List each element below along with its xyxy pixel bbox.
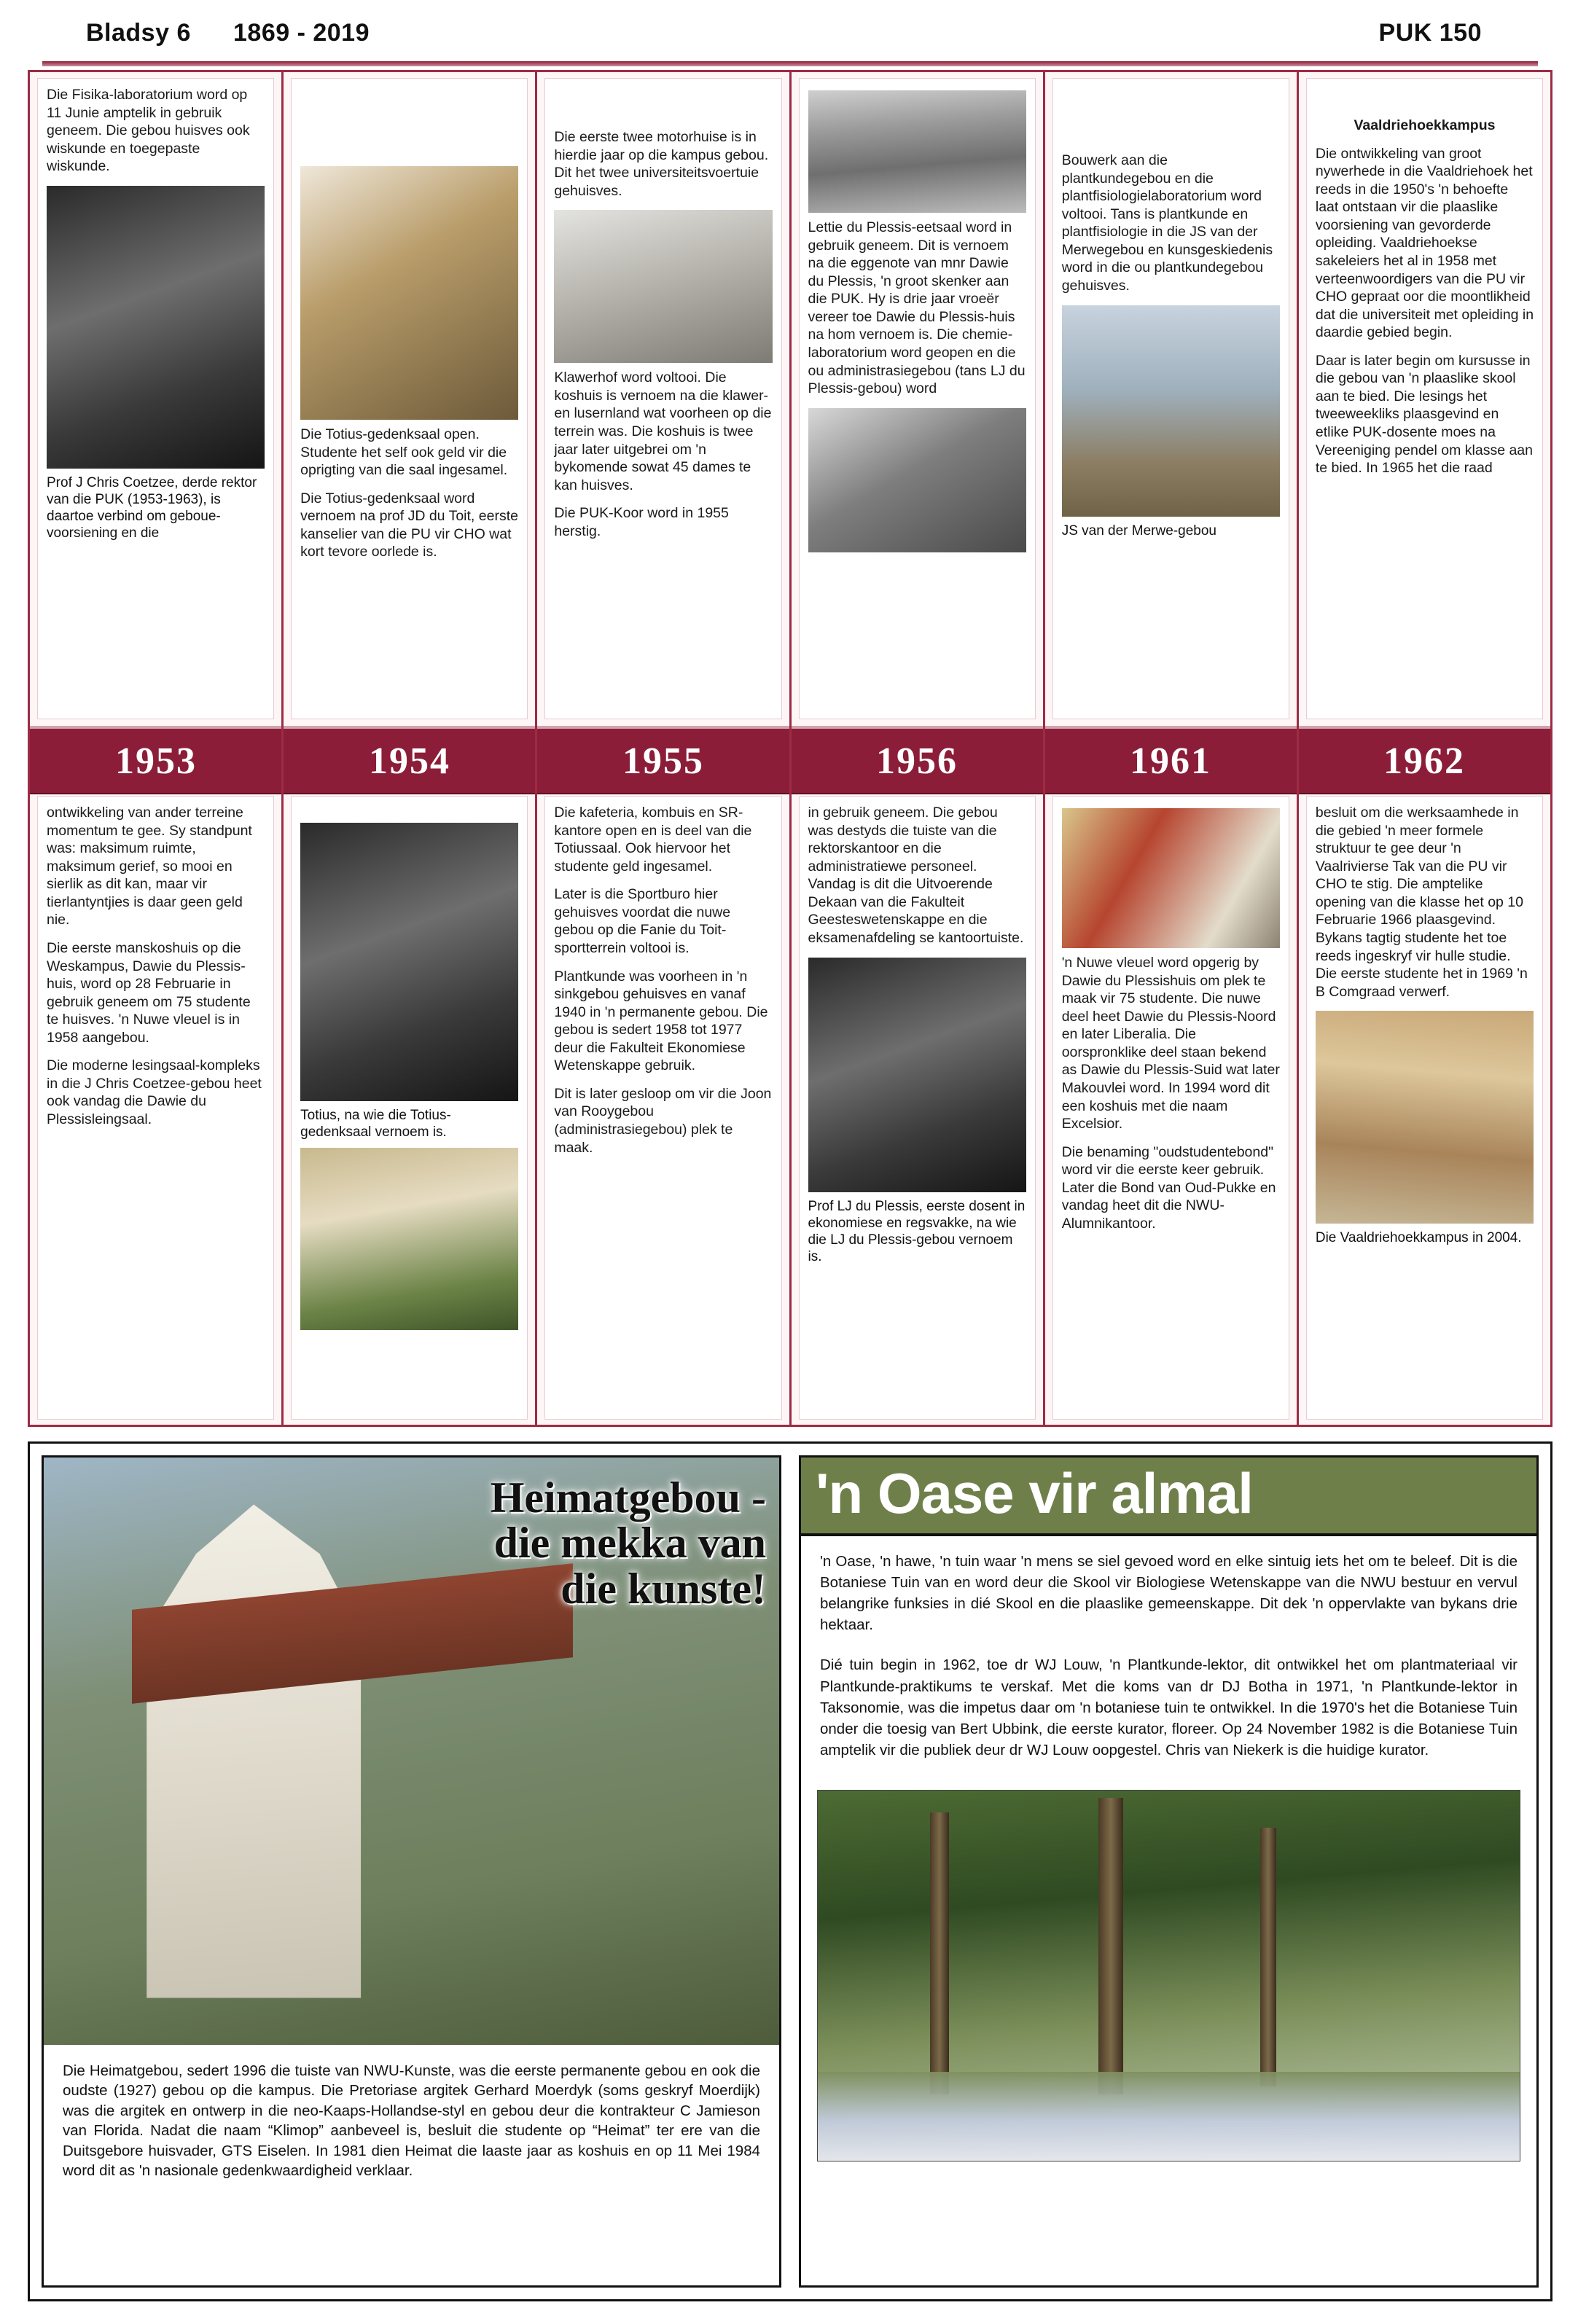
paragraph: Bouwerk aan die plantkundegebou en die plantfisiologielaboratorium word voltooi. Tans is plantkunde en plantfisiologie in die JS van der Merwegebou en kunsgeskiedenis word in die ou plantkundegebou gehuisves. — [1061, 152, 1273, 294]
paragraph: Plantkunde was voorheen in 'n sinkgebou gehuisves en vanaf 1940 in 'n permanente gebou. Die gebou is sedert 1958 tot 1977 deur die Fakulteit Ekonomiese Wetenskappe gebruik. — [554, 968, 768, 1074]
oase-header-bar — [801, 1458, 1536, 1536]
page-header — [0, 19, 1578, 64]
oase-body-text — [801, 1536, 1536, 1787]
tree-trunk — [930, 1812, 949, 2094]
totius-gedenksaal-building-photo — [300, 1148, 518, 1330]
year-text: 1962 — [1383, 740, 1465, 782]
paragraph: Die benaming "oudstudentebond" word vir die eerste keer gebruik. Later die Bond van Oud-Pukke en vandag heet dit die NWU-Alumnikantoor. — [1061, 1143, 1276, 1232]
paragraph: Lettie du Plessis-eetsaal word in gebruik geneem. Dit is vernoem na die eggenote van mnr Dawie du Plessis, 'n groot skenker aan die PUK. Hy is drie jaar vroeër vereer toe Dawie du Plessis-huis na hom vernoem is. Die chemie-laboratorium word geopen en die ou administrasiegebou (tans LJ du Plessis-gebou) word — [808, 219, 1026, 397]
tree-trunk — [1260, 1828, 1276, 2087]
totius-portrait-photo — [300, 823, 518, 1101]
cell-bottom-1954-wrap — [284, 72, 537, 1425]
cell-bottom-1953-wrap — [30, 72, 284, 1425]
vaaldriehoekkampus-aerial-photo — [1316, 1011, 1534, 1224]
heimatgebou-building-photo — [44, 1458, 779, 2045]
paragraph: Die moderne lesingsaal-kompleks in die J Chris Coetzee-gebou heet ook vandag die Dawie du Plessisleingsaal. — [47, 1057, 262, 1127]
paragraph: in gebruik geneem. Die gebou was destyds die tuiste van die rektorskantoor en die administratiewe personeel. Vandag is dit die Uitvoerende Dekaan van die Fakulteit Geesteswetenskappe en die eksamenafdeling se kantoortuiste. — [808, 805, 1024, 946]
cell-bottom-1955 — [544, 796, 781, 1420]
cell-bottom-1962-wrap — [1299, 72, 1550, 1425]
headline-line-3: die kunste! — [560, 1564, 766, 1613]
photo-caption: Prof LJ du Plessis, eerste dosent in ekonomiese en regsvakke, na wie die LJ du Plessis-gebou vernoem is. — [808, 1198, 1026, 1265]
year-text: 1955 — [622, 740, 704, 782]
cell-bottom-1956 — [799, 796, 1036, 1420]
cell-bottom-1961 — [1052, 796, 1289, 1420]
cell-bottom-1961-wrap — [1045, 72, 1299, 1425]
botaniese-tuin-garden-photo — [817, 1790, 1520, 2161]
paragraph: Die eerste manskoshuis op die Weskampus, Dawie du Plessis-huis, word op 28 Februarie in gebruik geneem om 75 studente te huisves. 'n Nuwe vleuel is in 1958 aangebou. — [47, 939, 251, 1046]
timeline-bottom-row — [30, 72, 1550, 1425]
year-text: 1961 — [1130, 740, 1211, 782]
paragraph: 'n Oase, 'n hawe, 'n tuin waar 'n mens se siel gevoed word en elke sintuig iets het om te beleef. Dit is die Botaniese Tuin van en word deur die Skool vir Biologiese Wetenskappe van die NWU bestuur en vervul belangrike funksies in dié Skool en die plaaslike gemeenskappe. Dit dek 'n oppervlakte van bykans drie hektaar. — [820, 1553, 1518, 1634]
paragraph: ontwikkeling van ander terreine momentum te gee. Sy standpunt was: maksimum ruimte, maksimum gerief, so mooi en sierlik as dit kan, maar vir tierlantyntjies is daar geen geld nie. — [47, 805, 252, 928]
paragraph: 'n Nuwe vleuel word opgerig by Dawie du Plessishuis om plek te maak vir 75 studente. Die nuwe deel heet Dawie du Plessis-Noord en later Liberalia. Die oorspronklike deel staan bekend as Dawie du Plessis-Suid wat later Makouvlei word. In 1994 word dit een koshuis met die naam Excelsior. — [1061, 955, 1280, 1132]
oase-title: 'n Oase vir almal — [816, 1461, 1253, 1525]
page-number-label: Bladsy 6 — [86, 19, 191, 47]
photo-caption: Totius, na wie die Totius-gedenksaal vernoem is. — [300, 1108, 451, 1141]
year-text: 1954 — [369, 740, 450, 782]
paragraph: Die eerste twee motorhuise is in hierdie jaar op die kampus gebou. Dit het twee universiteitsvoertuie gehuisves. — [554, 129, 769, 199]
photo-caption: JS van der Merwe-gebou — [1061, 523, 1216, 539]
paragraph: Dit is later gesloop om vir die Joon van Rooygebou (administrasiegebou) plek te maak. — [554, 1085, 772, 1156]
cell-bottom-1956-wrap — [792, 72, 1045, 1425]
paragraph: besluit om die werksaamhede in die gebied 'n meer formele struktuur te gee deur 'n Vaalrivierse Tak van die PU vir CHO te stig. Die amptelike opening van die klasse het op 10 Februarie 1966 plaasgevind. Bykans tagtig studente het toe reeds ingeskryf vir hulle studie. Die eerste studente het in 1969 'n B Comgraad verwerf. — [1315, 805, 1528, 1000]
paragraph: Die Totius-gedenksaal open. Studente het self ook geld vir die oprigting van die saal ingesamel. — [300, 426, 508, 479]
photo-caption: Die Vaaldriehoekkampus in 2004. — [1315, 1230, 1522, 1246]
headline-line-2: die mekka van — [493, 1519, 766, 1568]
cell-bottom-1962 — [1306, 796, 1543, 1420]
paragraph: Dié tuin begin in 1962, toe dr WJ Louw, 'n Plantkunde-lektor, dit ontwikkel het om plantmateriaal vir Plantkunde-praktikums te verskaf. Met die koms van dr DJ Botha in 1971, 'n Plantkunde-lektor in Taksonomie, was die impetus daar om 'n botaniese tuin te ontwikkel. In die 1970's het die Botaniese Tuin onder die toesig van Bert Ubbink, die eerste kurator, floreer. Op 24 November 1982 is die Botaniese Tuin amptelik vir die publiek deur dr WJ Louw oopgestel. Chris van Niekerk is die huidige kurator. — [820, 1656, 1518, 1758]
bottom-features-section — [28, 1441, 1552, 2301]
year-text: 1956 — [876, 740, 958, 782]
paragraph: Klawerhof word voltooi. Die koshuis is vernoem na die klawer- en lusernland wat voorheen op die terrein was. Die koshuis is twee jaar later uitgebrei om 'n bykomende sowat 45 dames te kan huisves. — [554, 369, 772, 493]
tree-trunk — [1098, 1798, 1123, 2094]
excelsior-koshuis-photo — [1062, 808, 1280, 948]
year-text: 1953 — [115, 740, 197, 782]
heimatgebou-caption: Die Heimatgebou, sedert 1996 die tuiste van NWU-Kunste, was die eerste permanente gebou en ook die oudste (1927) gebou op die kampus. Die Pretoriase argitek Gerhard Moerdyk (soms geskryf Moerdijk) was die argitek en ontwerp in die neo-Kaaps-Hollandse-styl en gebou deur die kontrakteur C Jamieson van Florida. Nadat die naam “Klimop” aanbeveel is, besluit die studente op “Heimat” ter ere van die Duitsgebore huisvader, GTS Eiselen. In 1981 dien Heimat die laaste jaar as koshuis en op 11 Mei 1984 word dit as 'n nasionale gedenkwaardigheid verklaar. — [63, 2062, 760, 2180]
cell-bottom-1954 — [291, 796, 528, 1420]
flower-bed — [818, 2072, 1520, 2161]
cell-bottom-1955-wrap — [537, 72, 791, 1425]
heimatgebou-headline — [295, 1475, 766, 1611]
headline-line-1: Heimatgebou - — [490, 1474, 766, 1522]
header-divider-rule — [42, 61, 1538, 66]
paragraph: Die ontwikkeling van groot nywerhede in die Vaaldriehoek het reeds in die 1950's 'n behoefte laat ontstaan vir die plaaslike voorsiening van gevorderde opleiding. Vaaldriehoekse sakeleiers het al in 1958 met verteenwoordigers van die PU vir CHO gepraat oor die moontlikheid dat die universiteit met opleiding in daardie gebied begin. — [1315, 145, 1534, 341]
paragraph: Die PUK-Koor word in 1955 herstig. — [554, 505, 729, 539]
heimatgebou-panel — [42, 1455, 781, 2288]
paragraph: Die Totius-gedenksaal word vernoem na prof JD du Toit, eerste kanselier van die PU vir CHO wat kort tevore oorlede is. — [300, 490, 518, 560]
paragraph: Later is die Sportburo hier gehuisves voordat die nuwe gebou op die Fanie du Toit-sportterrein voltooi is. — [554, 886, 731, 956]
cell-bottom-1953 — [37, 796, 274, 1420]
prof-lj-du-plessis-portrait-photo — [808, 958, 1026, 1192]
anniversary-range-label: 1869 - 2019 — [233, 19, 370, 47]
timeline-section — [28, 70, 1552, 1427]
oase-panel — [799, 1455, 1539, 2288]
section-heading: Vaaldriehoekkampus — [1354, 117, 1496, 133]
paragraph: Die kafeteria, kombuis en SR-kantore open en is deel van die Totiussaal. Ook hiervoor het studente geld ingesamel. — [554, 805, 752, 875]
photo-caption: Prof J Chris Coetzee, derde rektor van die PUK (1953-1963), is daartoe verbind om geboue-voorsiening en die — [47, 474, 257, 541]
paragraph: Daar is later begin om kursusse in die gebou van 'n plaaslike skool aan te bied. Die lesings het tweeweekliks plaasgevind en etlike PUK-dosente moes na Vereeniging pendel om klasse aan te bied. In 1965 het die raad — [1315, 352, 1533, 477]
publication-title: PUK 150 — [1378, 19, 1482, 47]
paragraph: Die Fisika-laboratorium word op 11 Junie amptelik in gebruik geneem. Die gebou huisves ook wiskunde en toegepaste wiskunde. — [47, 87, 250, 175]
